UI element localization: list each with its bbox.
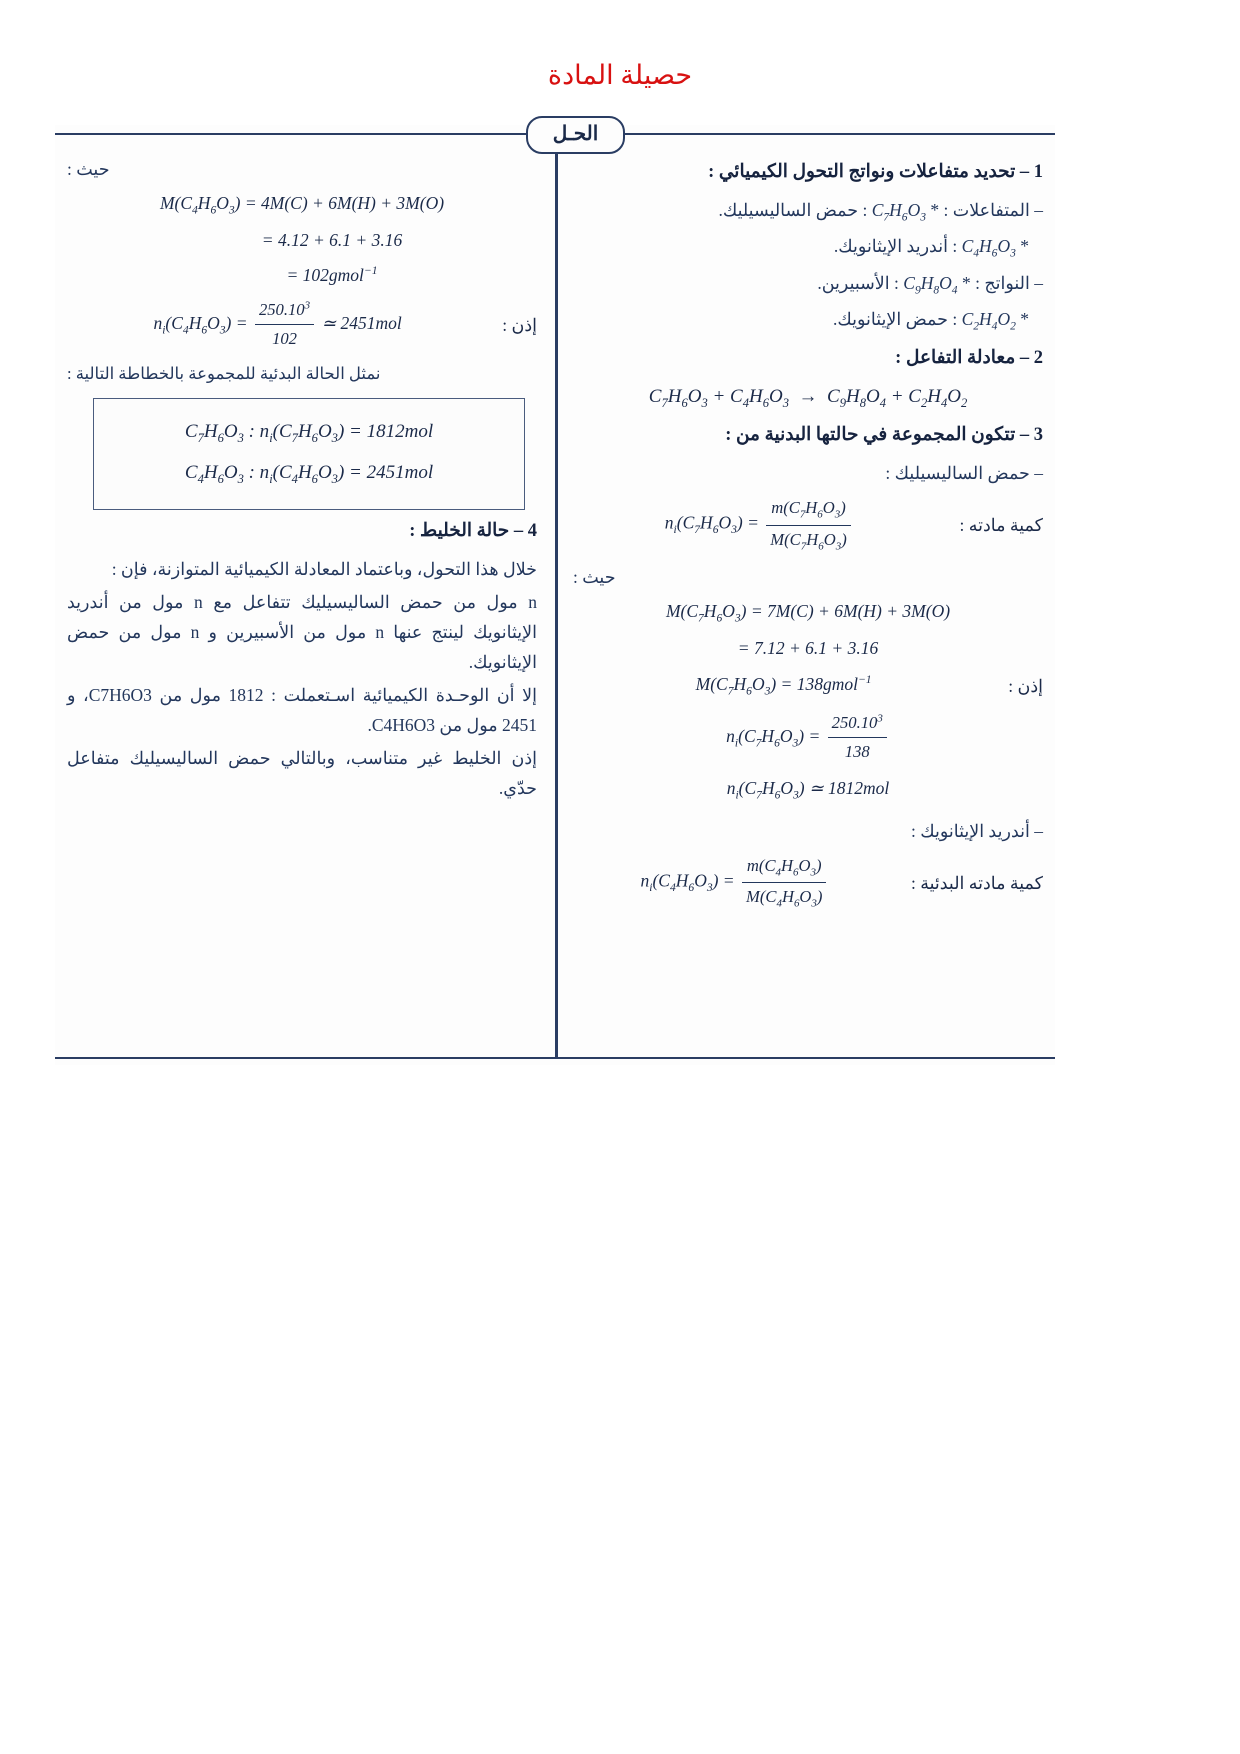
products-row — [573, 268, 1043, 301]
box-line-2: $C_4H_6O_3$ : $n_i(C_4H_6O_3) = 2451mol$ — [184, 461, 434, 486]
left-n-expression: $n_i(C_4H_6O_3)$ = $\frac{250.10^3}{102}$ ≃ 2451mol — [67, 296, 488, 354]
section-1-heading: 1 – تحديد متفاعلات ونواتج التحول الكيميائي : — [708, 162, 1043, 182]
product-2-row — [573, 304, 1043, 337]
product-2-text: : حمض الإيثانويك. — [832, 308, 958, 329]
left-molar-line-1: $M(C_4H_6O_3) = 4M(C) + 6M(H) + 3M(O)$ — [159, 193, 445, 217]
right-column — [573, 151, 1043, 920]
formula-acetic-anhydride: $C_4H_6O_3$ — [961, 236, 1016, 260]
left-molar-line-3: = 102gmol$^{-1}$ — [286, 264, 378, 285]
formula-aspirin: $C_9H_8O_4$ — [903, 272, 958, 297]
s3-where: حيث : — [573, 566, 616, 587]
fraction-250e3-over-102: $\frac{250.10^3}{102}$ — [255, 296, 314, 354]
left-then-label: إذن : — [502, 314, 537, 335]
bullet-star-3: * — [961, 272, 971, 293]
bullet-star-2: * — [1020, 236, 1029, 257]
s3-n-fraction-row — [573, 709, 1043, 767]
s3-item-2: – أندريد الإيثانويك : — [910, 821, 1043, 842]
s3-amount-formula-2: $n_i(C_4H_6O_3)$ = $\frac{m(C_4H_6O_3)}{M(C_4H_6O_3)}$ — [573, 852, 897, 913]
s3-molar-line-3: $M(C_7H_6O_3)$ = 138gmol$^{-1}$ — [695, 674, 872, 698]
product-1-text: : الأسبيرين. — [817, 272, 899, 293]
bullet-star-1: * — [930, 199, 940, 220]
box-line-1: $C_7H_6O_3$ : $n_i(C_7H_6O_3) = 1812mol$ — [184, 421, 434, 445]
s3-molar-line-1: $M(C_7H_6O_3) = 7M(C) + 6M(H) + 3M(O)$ — [665, 600, 951, 625]
section-4-paragraph-4: إذن الخليط غير متناسب، وبالتالي حمض الساليسيليك متفاعل حدّي. — [67, 748, 537, 799]
bullet-star-4: * — [1020, 308, 1029, 329]
s3-n-result-row — [573, 773, 1043, 806]
left-where: حيث : — [67, 159, 110, 179]
section-4-paragraph-1: خلال هذا التحول، وباعتماد المعادلة الكيميائية المتوازنة، فإن : — [111, 558, 537, 579]
reactants-row — [573, 195, 1043, 228]
s3-n-result: $n_i(C_7H_6O_3)$ ≃ 1812mol — [726, 777, 890, 802]
s3-amount-row — [573, 494, 1043, 555]
section-2-heading: 2 – معادلة التفاعل : — [895, 348, 1043, 369]
s3-amount-label-2: كمية مادته البدئية : — [910, 872, 1043, 893]
fraction-250e3-over-138: $\frac{250.10^3}{138}$ — [828, 709, 887, 767]
s3-n-fraction: $n_i(C_7H_6O_3)$ = $\frac{250.10^3}{138}$ — [726, 709, 890, 767]
fraction-m-over-M-salicylic: $\frac{m(C_7H_6O_3)}{M(C_7H_6O_3)}$ — [766, 494, 850, 555]
reactants-label: – المتفاعلات : — [943, 199, 1043, 220]
column-divider — [555, 133, 558, 1059]
section-4-heading: 4 – حالة الخليط : — [409, 520, 537, 541]
left-column — [67, 151, 537, 807]
diagram-intro: نمثل الحالة البدئية للمجموعة بالخطاطة التالية : — [67, 363, 381, 383]
formula-salicylic-acid: $C_7H_6O_3$ — [871, 199, 926, 224]
section-4-paragraph-2: n مول من حمض الساليسيليك تتفاعل مع n مول من أندريد الإيثانويك لينتج عنها n مول من الأسبيرين و n مول من حمض الإيثانويك. — [67, 591, 537, 673]
solution-banner: الحـل — [526, 116, 625, 154]
page-title: حصيلة المادة — [547, 60, 693, 90]
reaction-equation — [573, 381, 1043, 414]
s3-molar-result-row — [573, 669, 1043, 702]
initial-state-box — [93, 398, 525, 510]
left-n-row — [67, 296, 537, 354]
reactant-1-text: : حمض الساليسيليك. — [718, 199, 868, 220]
reactant-2-row — [573, 231, 1043, 264]
formula-acetic-acid: $C_2H_4O_2$ — [961, 308, 1016, 333]
s3-item-1: – حمض الساليسيليك : — [885, 463, 1043, 484]
s3-molar-line-2: = 7.12 + 6.1 + 3.16 — [737, 638, 879, 659]
s3-amount-formula: $n_i(C_7H_6O_3)$ = $\frac{m(C_7H_6O_3)}{M(C_7H_6O_3)}$ — [573, 494, 946, 555]
products-label: – النواتج : — [975, 272, 1043, 293]
section-3-heading: 3 – تتكون المجموعة في حالتها البدنية من : — [725, 425, 1043, 446]
left-molar-line-2: = 4.12 + 6.1 + 3.16 — [261, 230, 403, 251]
scanned-solution-sheet — [55, 125, 1055, 1065]
section-4-paragraph-3: إلا أن الوحـدة الكيميائية اسـتعملت : 1812 مول من C7H6O3، و 2451 مول من C4H6O3. — [67, 685, 537, 736]
fraction-m-over-M-anhydride: $\frac{m(C_4H_6O_3)}{M(C_4H_6O_3)}$ — [742, 852, 826, 913]
s3-amount-row-2 — [573, 852, 1043, 913]
s3-amount-label: كمية مادته : — [959, 514, 1043, 535]
reactant-2-text: : أندريد الإيثانويك. — [833, 236, 958, 257]
s3-then-label: إذن : — [1008, 675, 1043, 696]
reaction-equation-math: $C_7H_6O_3 + C_4H_6O_3 \to C_9H_8O_4 + C_2H_4O_2$ — [648, 386, 968, 410]
